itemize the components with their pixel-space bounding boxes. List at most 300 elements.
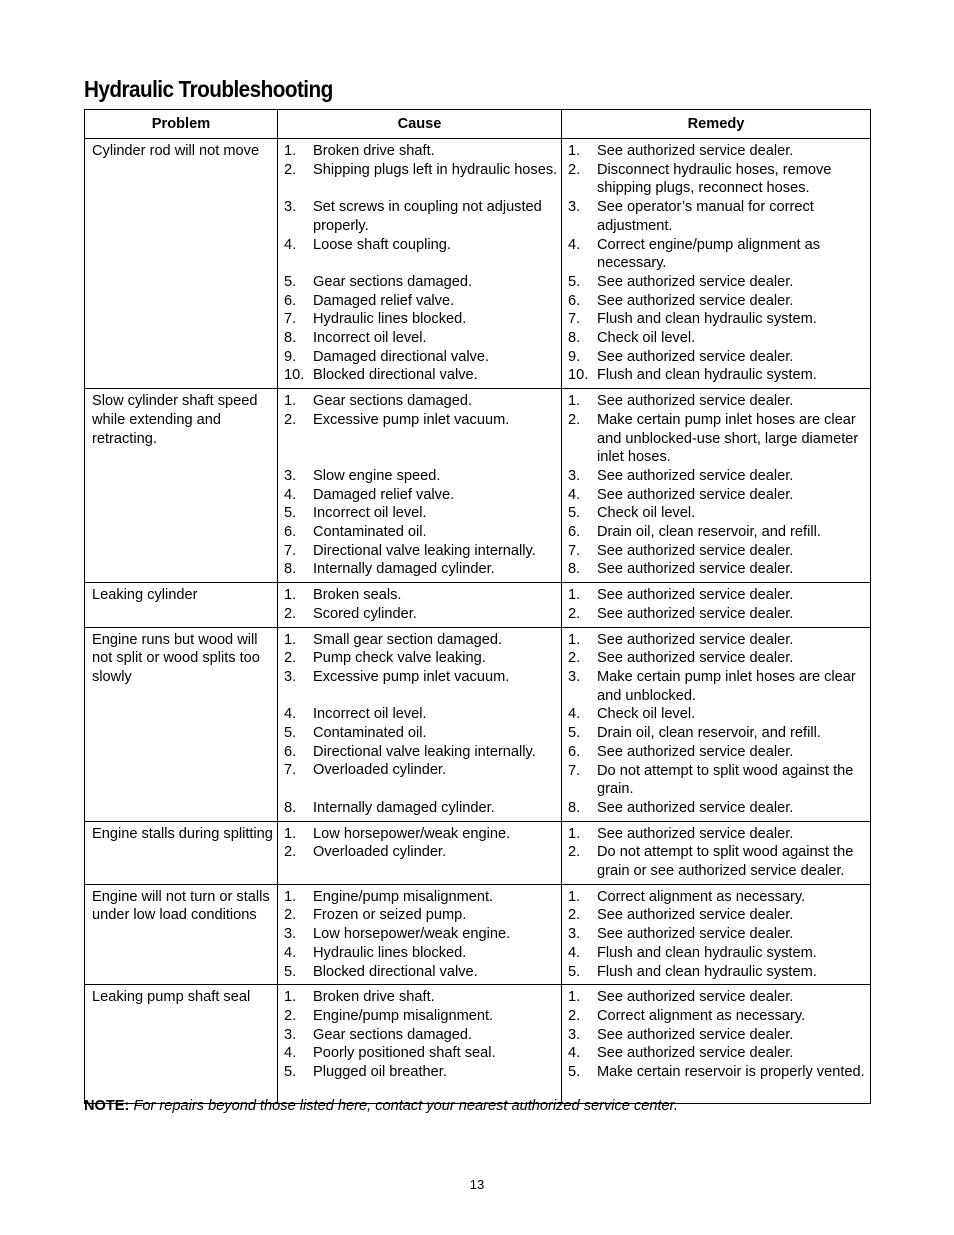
item-number: 4.	[284, 1045, 297, 1062]
item-text: Contaminated oil.	[313, 725, 427, 742]
cause-item	[284, 944, 559, 963]
item-text: See authorized service dealer.	[597, 542, 794, 559]
item-text: Broken drive shaft.	[313, 989, 435, 1006]
table-row	[85, 627, 871, 821]
remedy-item	[568, 762, 868, 799]
cause-list	[278, 628, 561, 821]
remedy-cell	[562, 389, 871, 583]
remedy-item	[568, 944, 868, 963]
remedy-item	[568, 236, 868, 273]
problem-text: Engine stalls during splitting	[92, 825, 273, 842]
item-text: Poorly positioned shaft seal.	[313, 1045, 496, 1062]
item-number: 3.	[284, 199, 297, 216]
table-body	[85, 139, 871, 1104]
item-number: 10.	[568, 367, 589, 384]
item-number: 4.	[568, 1045, 581, 1062]
item-number: 6.	[568, 524, 581, 541]
item-number: 9.	[284, 348, 297, 365]
item-number: 9.	[568, 348, 581, 365]
item-number: 8.	[568, 561, 581, 578]
item-number: 4.	[568, 944, 581, 961]
page-title: Hydraulic Troubleshooting	[84, 76, 333, 102]
remedy-cell	[562, 627, 871, 821]
remedy-item	[568, 392, 868, 411]
item-text: Correct engine/pump alignment as necessary.	[597, 236, 821, 272]
item-text: Do not attempt to split wood against the grain.	[597, 762, 854, 798]
item-number: 3.	[568, 926, 581, 943]
remedy-list	[562, 985, 870, 1103]
item-number: 1.	[568, 888, 581, 905]
cause-item	[284, 724, 559, 743]
cause-item	[284, 988, 559, 1007]
item-text: Shipping plugs left in hydraulic hoses.	[313, 161, 558, 178]
problem-text: Leaking pump shaft seal	[92, 989, 251, 1006]
item-text: See authorized service dealer.	[597, 1045, 794, 1062]
item-number: 3.	[568, 467, 581, 484]
item-text: Gear sections damaged.	[313, 393, 472, 410]
remedy-item	[568, 542, 868, 561]
item-text: Engine/pump misalignment.	[313, 1007, 494, 1024]
item-number: 4.	[568, 486, 581, 503]
item-number: 5.	[284, 963, 297, 980]
remedy-item	[568, 348, 868, 367]
item-text: Set screws in coupling not adjusted properly.	[313, 199, 542, 234]
item-text: See operator’s manual for correct adjustment.	[597, 199, 814, 234]
item-text: Small gear section damaged.	[313, 631, 503, 648]
item-text: Blocked directional valve.	[313, 367, 478, 384]
item-text: Broken seals.	[313, 587, 402, 604]
item-number: 1.	[284, 888, 297, 905]
item-text: Check oil level.	[597, 706, 696, 723]
item-number: 3.	[284, 1026, 297, 1043]
item-text: Make certain reservoir is properly vented.	[597, 1064, 865, 1081]
item-text: Directional valve leaking internally.	[313, 542, 536, 559]
item-text: See authorized service dealer.	[597, 650, 794, 667]
item-number: 3.	[568, 1026, 581, 1043]
cause-item	[284, 761, 559, 798]
remedy-item	[568, 724, 868, 743]
remedy-list	[562, 389, 870, 582]
remedy-item	[568, 1063, 868, 1100]
item-text: See authorized service dealer.	[597, 467, 794, 484]
problem-cell	[85, 139, 278, 389]
item-number: 5.	[284, 505, 297, 522]
remedy-item	[568, 486, 868, 505]
item-text: See authorized service dealer.	[597, 743, 794, 760]
problem-cell	[85, 627, 278, 821]
item-text: Make certain pump inlet hoses are clear and unblocked-use short, large diameter inlet hoses.	[597, 411, 859, 466]
item-number: 2.	[284, 605, 297, 622]
remedy-item	[568, 1026, 868, 1045]
header-remedy: Remedy	[562, 110, 871, 139]
cause-item	[284, 411, 559, 467]
cause-item	[284, 542, 559, 561]
item-number: 2.	[568, 907, 581, 924]
cause-item	[284, 925, 559, 944]
remedy-list	[562, 822, 870, 884]
item-text: Pump check valve leaking.	[313, 650, 486, 667]
remedy-list	[562, 885, 870, 985]
item-text: Scored cylinder.	[313, 605, 417, 622]
cause-item	[284, 273, 559, 292]
item-number: 1.	[568, 825, 581, 842]
remedy-item	[568, 743, 868, 762]
note	[84, 1098, 678, 1114]
item-number: 5.	[568, 725, 581, 742]
item-text: Hydraulic lines blocked.	[313, 944, 467, 961]
cause-item	[284, 392, 559, 411]
problem-cell	[85, 884, 278, 985]
item-number: 7.	[284, 762, 297, 779]
cause-item	[284, 161, 559, 198]
table-row	[85, 389, 871, 583]
item-number: 2.	[284, 1007, 297, 1024]
item-number: 2.	[284, 907, 297, 924]
cause-item	[284, 825, 559, 844]
remedy-item	[568, 843, 868, 880]
item-text: Correct alignment as necessary.	[597, 1007, 806, 1024]
cause-item	[284, 649, 559, 668]
item-number: 8.	[284, 799, 297, 816]
item-number: 5.	[568, 273, 581, 290]
item-text: Directional valve leaking internally.	[313, 743, 536, 760]
cause-item	[284, 843, 559, 880]
item-text: Low horsepower/weak engine.	[313, 825, 511, 842]
cause-item	[284, 236, 559, 273]
item-number: 6.	[284, 292, 297, 309]
problem-cell	[85, 583, 278, 627]
item-text: Loose shaft coupling.	[313, 236, 451, 253]
cause-cell	[278, 627, 562, 821]
problem-text: Slow cylinder shaft speed while extending and retracting.	[92, 393, 258, 447]
item-number: 2.	[284, 650, 297, 667]
cause-cell	[278, 583, 562, 627]
item-text: Incorrect oil level.	[313, 505, 427, 522]
cause-item	[284, 467, 559, 486]
item-number: 1.	[568, 393, 581, 410]
item-text: Flush and clean hydraulic system.	[597, 367, 817, 384]
remedy-item	[568, 560, 868, 579]
item-number: 1.	[284, 825, 297, 842]
table-header-row	[85, 110, 871, 139]
item-number: 4.	[568, 706, 581, 723]
cause-item	[284, 504, 559, 523]
item-text: Engine/pump misalignment.	[313, 888, 494, 905]
item-text: Drain oil, clean reservoir, and refill.	[597, 524, 821, 541]
remedy-item	[568, 467, 868, 486]
remedy-item	[568, 799, 868, 818]
item-number: 2.	[284, 411, 297, 428]
item-number: 2.	[568, 605, 581, 622]
remedy-item	[568, 366, 868, 385]
cause-list	[278, 822, 561, 884]
item-text: Incorrect oil level.	[313, 330, 427, 346]
remedy-item	[568, 631, 868, 650]
item-number: 4.	[284, 236, 297, 253]
cause-item	[284, 366, 559, 385]
remedy-item	[568, 988, 868, 1007]
cause-item	[284, 198, 559, 235]
remedy-item	[568, 963, 868, 982]
item-text: Damaged relief valve.	[313, 486, 455, 503]
item-text: Internally damaged cylinder.	[313, 561, 495, 578]
item-number: 8.	[568, 330, 581, 347]
item-text: See authorized service dealer.	[597, 348, 794, 365]
remedy-item	[568, 649, 868, 668]
cause-item	[284, 486, 559, 505]
item-number: 2.	[568, 161, 581, 178]
remedy-item	[568, 504, 868, 523]
table-row	[85, 884, 871, 985]
cause-cell	[278, 985, 562, 1104]
item-number: 1.	[568, 631, 581, 648]
cause-list	[278, 389, 561, 582]
item-number: 5.	[568, 1064, 581, 1081]
item-number: 5.	[568, 505, 581, 522]
cause-item	[284, 668, 559, 705]
page-number: 13	[469, 1177, 485, 1192]
remedy-item	[568, 329, 868, 348]
cause-item	[284, 348, 559, 367]
remedy-list	[562, 583, 870, 626]
item-text: Drain oil, clean reservoir, and refill.	[597, 725, 821, 742]
remedy-item	[568, 273, 868, 292]
cause-item	[284, 292, 559, 311]
problem-cell	[85, 389, 278, 583]
item-text: Flush and clean hydraulic system.	[597, 311, 817, 328]
item-text: Flush and clean hydraulic system.	[597, 944, 817, 961]
remedy-item	[568, 292, 868, 311]
remedy-item	[568, 586, 868, 605]
item-number: 4.	[284, 706, 297, 723]
item-text: See authorized service dealer.	[597, 907, 794, 924]
item-number: 4.	[568, 236, 581, 253]
item-number: 1.	[284, 143, 297, 159]
cause-item	[284, 523, 559, 542]
item-number: 7.	[284, 542, 297, 559]
item-number: 7.	[568, 762, 581, 779]
remedy-cell	[562, 821, 871, 884]
item-number: 6.	[284, 743, 297, 760]
item-number: 1.	[284, 631, 297, 648]
item-text: See authorized service dealer.	[597, 143, 794, 159]
item-number: 2.	[284, 844, 297, 861]
item-number: 5.	[284, 725, 297, 742]
item-text: Do not attempt to split wood against the grain or see authorized service dealer.	[597, 844, 854, 880]
item-text: Flush and clean hydraulic system.	[597, 963, 817, 980]
problem-text: Engine runs but wood will not split or wood splits too slowly	[92, 631, 260, 685]
remedy-item	[568, 411, 868, 467]
cause-list	[278, 139, 561, 388]
item-number: 3.	[568, 668, 581, 685]
item-number: 5.	[284, 273, 297, 290]
problem-cell	[85, 985, 278, 1104]
remedy-item	[568, 925, 868, 944]
item-number: 1.	[284, 989, 297, 1006]
item-text: Hydraulic lines blocked.	[313, 311, 467, 328]
item-text: Slow engine speed.	[313, 467, 441, 484]
troubleshooting-table	[84, 109, 871, 1104]
cause-cell	[278, 389, 562, 583]
item-number: 1.	[284, 393, 297, 410]
problem-text: Cylinder rod will not move	[92, 143, 260, 159]
item-text: Low horsepower/weak engine.	[313, 926, 511, 943]
remedy-list	[562, 628, 870, 821]
item-number: 4.	[284, 486, 297, 503]
item-number: 3.	[568, 199, 581, 216]
item-text: See authorized service dealer.	[597, 393, 794, 410]
remedy-item	[568, 906, 868, 925]
item-text: Internally damaged cylinder.	[313, 799, 495, 816]
cause-list	[278, 985, 561, 1103]
item-number: 6.	[284, 524, 297, 541]
item-text: Contaminated oil.	[313, 524, 427, 541]
remedy-cell	[562, 985, 871, 1104]
item-number: 2.	[568, 844, 581, 861]
item-text: Broken drive shaft.	[313, 143, 435, 159]
item-text: Disconnect hydraulic hoses, remove shipping plugs, reconnect hoses.	[597, 161, 832, 197]
item-text: See authorized service dealer.	[597, 486, 794, 503]
remedy-item	[568, 142, 868, 161]
item-text: See authorized service dealer.	[597, 799, 794, 816]
problem-text: Engine will not turn or stalls under low load conditions	[92, 888, 270, 924]
cause-item	[284, 560, 559, 579]
item-text: Damaged relief valve.	[313, 292, 455, 309]
item-text: Plugged oil breather.	[313, 1064, 447, 1081]
item-number: 3.	[284, 668, 297, 685]
cause-item	[284, 963, 559, 982]
item-number: 1.	[568, 989, 581, 1006]
cause-item	[284, 1007, 559, 1026]
remedy-item	[568, 668, 868, 705]
item-text: See authorized service dealer.	[597, 273, 794, 290]
item-number: 10.	[284, 367, 305, 384]
remedy-item	[568, 1044, 868, 1063]
cause-item	[284, 799, 559, 818]
item-text: Check oil level.	[597, 330, 696, 347]
item-number: 6.	[568, 292, 581, 309]
cause-cell	[278, 139, 562, 389]
table-row	[85, 821, 871, 884]
item-text: Overloaded cylinder.	[313, 762, 447, 779]
item-number: 1.	[568, 143, 581, 159]
item-number: 2.	[284, 161, 297, 178]
item-number: 6.	[568, 743, 581, 760]
remedy-cell	[562, 583, 871, 627]
cause-item	[284, 705, 559, 724]
problem-text: Leaking cylinder	[92, 587, 198, 604]
cause-cell	[278, 884, 562, 985]
item-number: 5.	[284, 1064, 297, 1081]
remedy-cell	[562, 139, 871, 389]
table-row	[85, 583, 871, 627]
item-number: 8.	[284, 561, 297, 578]
item-text: Correct alignment as necessary.	[597, 888, 806, 905]
item-text: See authorized service dealer.	[597, 926, 794, 943]
remedy-item	[568, 198, 868, 235]
item-text: Damaged directional valve.	[313, 348, 490, 365]
item-number: 5.	[568, 963, 581, 980]
item-text: Frozen or seized pump.	[313, 907, 467, 924]
item-text: Excessive pump inlet vacuum.	[313, 668, 510, 685]
item-number: 1.	[284, 587, 297, 604]
item-number: 7.	[568, 542, 581, 559]
item-text: See authorized service dealer.	[597, 292, 794, 309]
item-text: Incorrect oil level.	[313, 706, 427, 723]
cause-item	[284, 586, 559, 605]
note-label: NOTE:	[84, 1098, 130, 1114]
remedy-item	[568, 825, 868, 844]
item-text: See authorized service dealer.	[597, 631, 794, 648]
item-number: 8.	[568, 799, 581, 816]
problem-cell	[85, 821, 278, 884]
cause-list	[278, 583, 561, 626]
item-number: 4.	[284, 944, 297, 961]
item-text: Make certain pump inlet hoses are clear and unblocked.	[597, 668, 856, 704]
remedy-item	[568, 1007, 868, 1026]
item-text: See authorized service dealer.	[597, 989, 794, 1006]
cause-item	[284, 1026, 559, 1045]
remedy-item	[568, 605, 868, 624]
item-text: Excessive pump inlet vacuum.	[313, 411, 510, 428]
remedy-item	[568, 705, 868, 724]
remedy-item	[568, 888, 868, 907]
item-text: See authorized service dealer.	[597, 587, 794, 604]
item-text: Blocked directional valve.	[313, 963, 478, 980]
table-row	[85, 985, 871, 1104]
item-text: Overloaded cylinder.	[313, 844, 447, 861]
item-text: Gear sections damaged.	[313, 273, 472, 290]
table-row	[85, 139, 871, 389]
item-number: 7.	[284, 311, 297, 328]
header-problem: Problem	[85, 110, 278, 139]
remedy-cell	[562, 884, 871, 985]
item-number: 2.	[568, 1007, 581, 1024]
remedy-list	[562, 139, 870, 388]
item-text: See authorized service dealer.	[597, 561, 794, 578]
item-text: Check oil level.	[597, 505, 696, 522]
cause-item	[284, 329, 559, 348]
cause-item	[284, 743, 559, 762]
item-number: 3.	[284, 926, 297, 943]
item-number: 2.	[568, 650, 581, 667]
cause-cell	[278, 821, 562, 884]
item-number: 1.	[568, 587, 581, 604]
cause-item	[284, 631, 559, 650]
remedy-item	[568, 523, 868, 542]
remedy-item	[568, 310, 868, 329]
header-cause: Cause	[278, 110, 562, 139]
cause-item	[284, 605, 559, 624]
item-number: 8.	[284, 330, 297, 346]
cause-item	[284, 906, 559, 925]
cause-list	[278, 885, 561, 985]
item-number: 2.	[568, 411, 581, 428]
item-number: 7.	[568, 311, 581, 328]
cause-item	[284, 1063, 559, 1100]
item-text: See authorized service dealer.	[597, 1026, 794, 1043]
item-text: See authorized service dealer.	[597, 605, 794, 622]
cause-item	[284, 310, 559, 329]
item-text: See authorized service dealer.	[597, 825, 794, 842]
item-text: Gear sections damaged.	[313, 1026, 472, 1043]
note-text: For repairs beyond those listed here, contact your nearest authorized service center.	[133, 1098, 679, 1114]
item-number: 3.	[284, 467, 297, 484]
cause-item	[284, 888, 559, 907]
remedy-item	[568, 161, 868, 198]
cause-item	[284, 1044, 559, 1063]
cause-item	[284, 142, 559, 161]
